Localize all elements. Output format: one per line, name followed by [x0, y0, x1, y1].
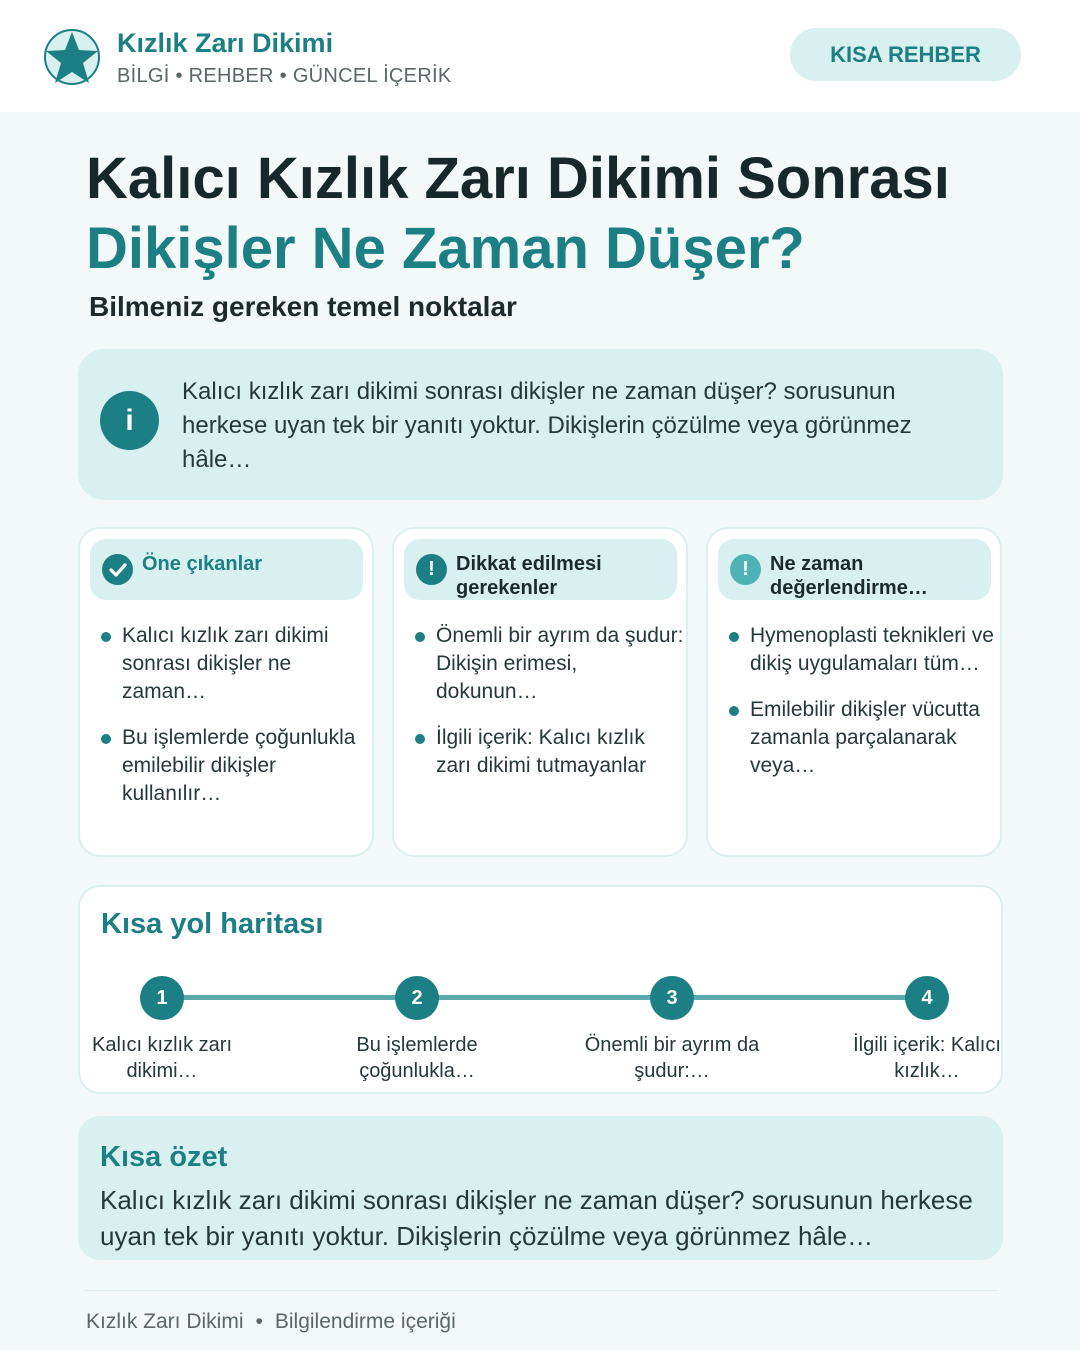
roadmap-step-1-number: 1: [140, 976, 184, 1020]
card-title: Ne zaman değerlendirme…: [770, 553, 928, 599]
roadmap-step-2-label: Bu işlemlerde çoğunlukla…: [356, 1034, 478, 1082]
alert-circle-icon: !: [730, 554, 761, 585]
card-when-to-evaluate: [706, 527, 1002, 857]
roadmap-step-4-label: İlgili içerik: Kalıcı kızlık…: [853, 1034, 1001, 1082]
roadmap-track: [162, 995, 927, 1000]
roadmap-step-1-label: Kalıcı kızlık zarı dikimi…: [91, 1034, 233, 1082]
summary-section: [78, 1116, 1003, 1260]
summary-title: Kısa özet: [100, 1141, 228, 1173]
card-title: Dikkat edilmesi gerekenler: [456, 553, 602, 599]
site-header: [0, 0, 1080, 112]
page-subtitle: Bilmeniz gereken temel noktalar: [89, 291, 517, 322]
list-item: Önemli bir ayrım da şudur: Dikişin erimesi, dokunun…: [414, 622, 684, 706]
info-icon: i: [100, 391, 159, 450]
roadmap-step-3-label: Önemli bir ayrım da şudur:…: [584, 1034, 760, 1082]
footer-note: Bilgilendirme içeriği: [274, 1310, 456, 1333]
roadmap-step-4-number: 4: [905, 976, 949, 1020]
intro-box: [78, 349, 1003, 500]
short-guide-badge-button[interactable]: KISA REHBER: [790, 28, 1021, 81]
footer-divider: [84, 1290, 998, 1291]
card-title: Öne çıkanlar: [142, 553, 263, 575]
card-header: [404, 539, 677, 600]
footer: [86, 1310, 456, 1334]
card-bullet-list: [100, 622, 370, 826]
roadmap-title: Kısa yol haritası: [101, 908, 324, 940]
card-highlights: [78, 527, 374, 857]
footer-separator: •: [255, 1310, 263, 1333]
footer-brand[interactable]: Kızlık Zarı Dikimi: [86, 1310, 244, 1333]
list-item: İlgili içerik: Kalıcı kızlık zarı dikimi tutmayanlar: [414, 724, 684, 780]
summary-text: Kalıcı kızlık zarı dikimi sonrası dikişler ne zaman düşer? sorusunun herkese uyan tek bir yanıtı yoktur. Dikişlerin çözülme veya görünmez hâle…: [100, 1185, 973, 1251]
page-title-line-2: Dikişler Ne Zaman Düşer?: [86, 216, 805, 281]
card-cautions: [392, 527, 688, 857]
alert-circle-icon: !: [416, 554, 447, 585]
list-item: Kalıcı kızlık zarı dikimi sonrası dikişler ne zaman…: [100, 622, 370, 706]
check-circle-icon: [102, 554, 133, 585]
roadmap-step-3-number: 3: [650, 976, 694, 1020]
star-emblem-icon: [42, 27, 102, 89]
roadmap-step-2-number: 2: [395, 976, 439, 1020]
card-bullet-list: [414, 622, 684, 798]
list-item: Emilebilir dikişler vücutta zamanla parçalanarak veya…: [728, 696, 998, 780]
intro-text: Kalıcı kızlık zarı dikimi sonrası dikişler ne zaman düşer? sorusunun herkese uyan tek bir yanıtı yoktur. Dikişlerin çözülme veya görünmez hâle…: [182, 378, 912, 473]
brand-subtitle: BİLGİ • REHBER • GÜNCEL İÇERİK: [117, 65, 452, 87]
card-header: [718, 539, 991, 600]
roadmap-section: [78, 885, 1003, 1094]
brand-title[interactable]: Kızlık Zarı Dikimi: [117, 28, 334, 58]
card-bullet-list: [728, 622, 998, 798]
list-item: Hymenoplasti teknikleri ve dikiş uygulamaları tüm…: [728, 622, 998, 678]
page-title-line-1: Kalıcı Kızlık Zarı Dikimi Sonrası: [86, 146, 950, 211]
card-header: [90, 539, 363, 600]
list-item: Bu işlemlerde çoğunlukla emilebilir dikişler kullanılır…: [100, 724, 370, 808]
